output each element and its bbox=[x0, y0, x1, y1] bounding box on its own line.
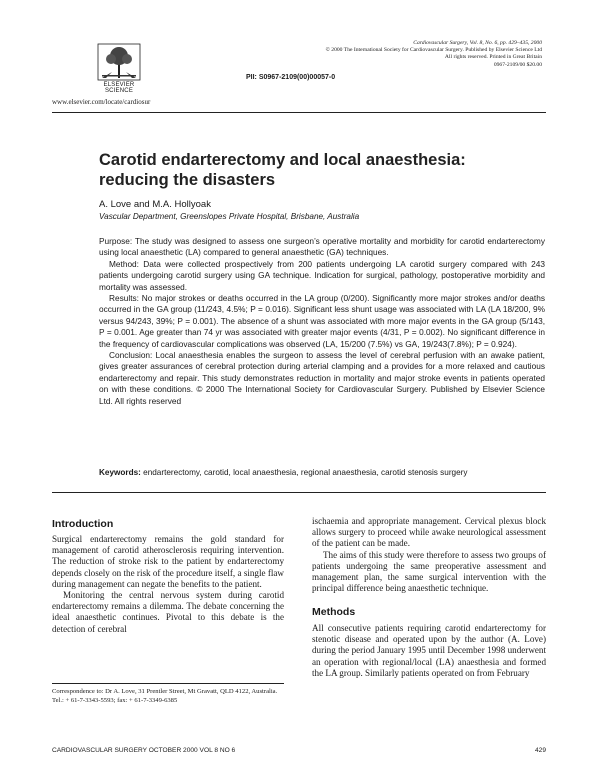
abstract-rule bbox=[52, 492, 546, 493]
abstract-purpose: Purpose: The study was designed to assess one surgeon’s operative mortality and morbidity for carotid endarterectomy using local anaesthetic (LA) compared to general anaesthetic (GA) techniques. bbox=[99, 236, 545, 258]
header-rule bbox=[52, 112, 546, 113]
pii-number: PII: S0967-2109(00)00057-0 bbox=[246, 74, 336, 81]
abstract-conclusion: Conclusion: Local anaesthesia enables the surgeon to assess the level of cerebral perfusion with an awake patient, gives greater assurances of cerebral protection during arterial clamping and a provides for a more relaxed and cautious endarterectomy and repair. This study demonstrates reduction in mortality and major stroke events in patients operated on with these conditions. © 2000 The International Society for Cardiovascular Surgery. Published by Elsevier Science Ltd. All rights reserved bbox=[99, 350, 545, 406]
tree-icon bbox=[96, 42, 142, 82]
authors: A. Love and M.A. Hollyoak bbox=[99, 199, 211, 210]
keywords-label: Keywords: bbox=[99, 468, 141, 477]
journal-url[interactable]: www.elsevier.com/locate/cardiosur bbox=[52, 98, 151, 106]
keywords bbox=[99, 468, 545, 477]
abstract bbox=[99, 236, 545, 407]
affiliation: Vascular Department, Greenslopes Private Hospital, Brisbane, Australia bbox=[99, 212, 360, 221]
methods-paragraph: All consecutive patients requiring carotid endarterectomy for stenotic disease and operated upon by the author (A. Love) during the period January 1995 until December 1998 underwent an operation with regional/local (LA) anaesthesia and formed the LA group. Similarly patients operated on from February bbox=[312, 623, 546, 678]
journal-line: © 2000 The International Society for Cardiovascular Surgery. Published by Elsevier Science Ltd bbox=[325, 47, 542, 54]
abstract-method: Method: Data were collected prospectively from 200 patients undergoing LA carotid surgery compared with 243 patients undergoing carotid surgery using GA technique. Indication for surgical, pathology, postoperative morbidity and mortality was assessed. bbox=[99, 258, 545, 292]
intro-paragraph: Monitoring the central nervous system during carotid endarterectomy remains a dilemma. The debate concerning the ideal anaesthetic continues. Pivotal to this debate is the detection of cerebral bbox=[52, 590, 284, 634]
methods-column bbox=[312, 623, 546, 679]
keywords-text: endarterectomy, carotid, local anaesthesia, regional anaesthesia, carotid stenosis surgery bbox=[143, 468, 468, 477]
intro-paragraph: The aims of this study were therefore to assess two groups of patients undergoing the same preoperative assessment and management plan, the same surgical intervention with the principal difference being anaesthetic technique. bbox=[312, 549, 546, 594]
right-column bbox=[312, 516, 546, 594]
footer-journal: CARDIOVASCULAR SURGERY OCTOBER 2000 VOL 8 NO 6 bbox=[52, 747, 236, 754]
journal-line: All rights reserved. Printed in Great Britain bbox=[444, 54, 542, 61]
logo-text: ELSEVIER SCIENCE bbox=[103, 82, 135, 94]
elsevier-logo bbox=[96, 42, 142, 100]
abstract-results: Results: No major strokes or deaths occurred in the LA group (0/200). Significantly more major strokes and/or deaths occurred in the GA group (11/243, 4.5%; P = 0.016). Significant less shunt usage was associated with LA (LA 18/200, 9% versus 94/243, 39%; P = 0.001). The absence of a shunt was associated with more major events in the GA group (5/143, P = 0.001. Age greater than 74 yr was associated with greater major events (4/31, P = 0.002). No significant difference in the frequency of cardiovascular complications was observed (LA, 15/200 (7.5%) vs GA, 19/243(7.8%); P = 0.924). bbox=[99, 293, 545, 349]
journal-info bbox=[326, 40, 542, 69]
methods-heading: Methods bbox=[312, 606, 356, 618]
left-column bbox=[52, 534, 284, 635]
intro-paragraph: Surgical endarterectomy remains the gold standard for management of carotid atherosclerosis requiring intervention. The reduction of stroke risk to the patient by endarterectomy depends closely on the risk of the procedure itself, a single flaw during management can negate the benefits to the patient. bbox=[52, 534, 284, 589]
article-title: Carotid endarterectomy and local anaesthesia: reducing the disasters bbox=[99, 151, 466, 189]
intro-paragraph: ischaemia and appropriate management. Cervical plexus block allows surgery to proceed while awake neurological assessment of the patient can be made. bbox=[312, 516, 546, 549]
footnote-rule bbox=[52, 683, 284, 684]
correspondence-note: Correspondence to: Dr A. Love, 31 Prentler Street, Mt Gravatt, QLD 4122, Australia. Tel.: + 61-7-3343-5593; fax: + 61-7-3349-6385 bbox=[52, 688, 278, 704]
journal-line: 0967-2109/00 $20.00 bbox=[493, 61, 542, 68]
introduction-heading: Introduction bbox=[52, 518, 114, 530]
page-number: 429 bbox=[534, 747, 546, 754]
page-footer bbox=[52, 747, 546, 754]
journal-line: Cardiovascular Surgery, Vol. 8, No. 6, pp. 429–435, 2000 bbox=[413, 40, 542, 46]
